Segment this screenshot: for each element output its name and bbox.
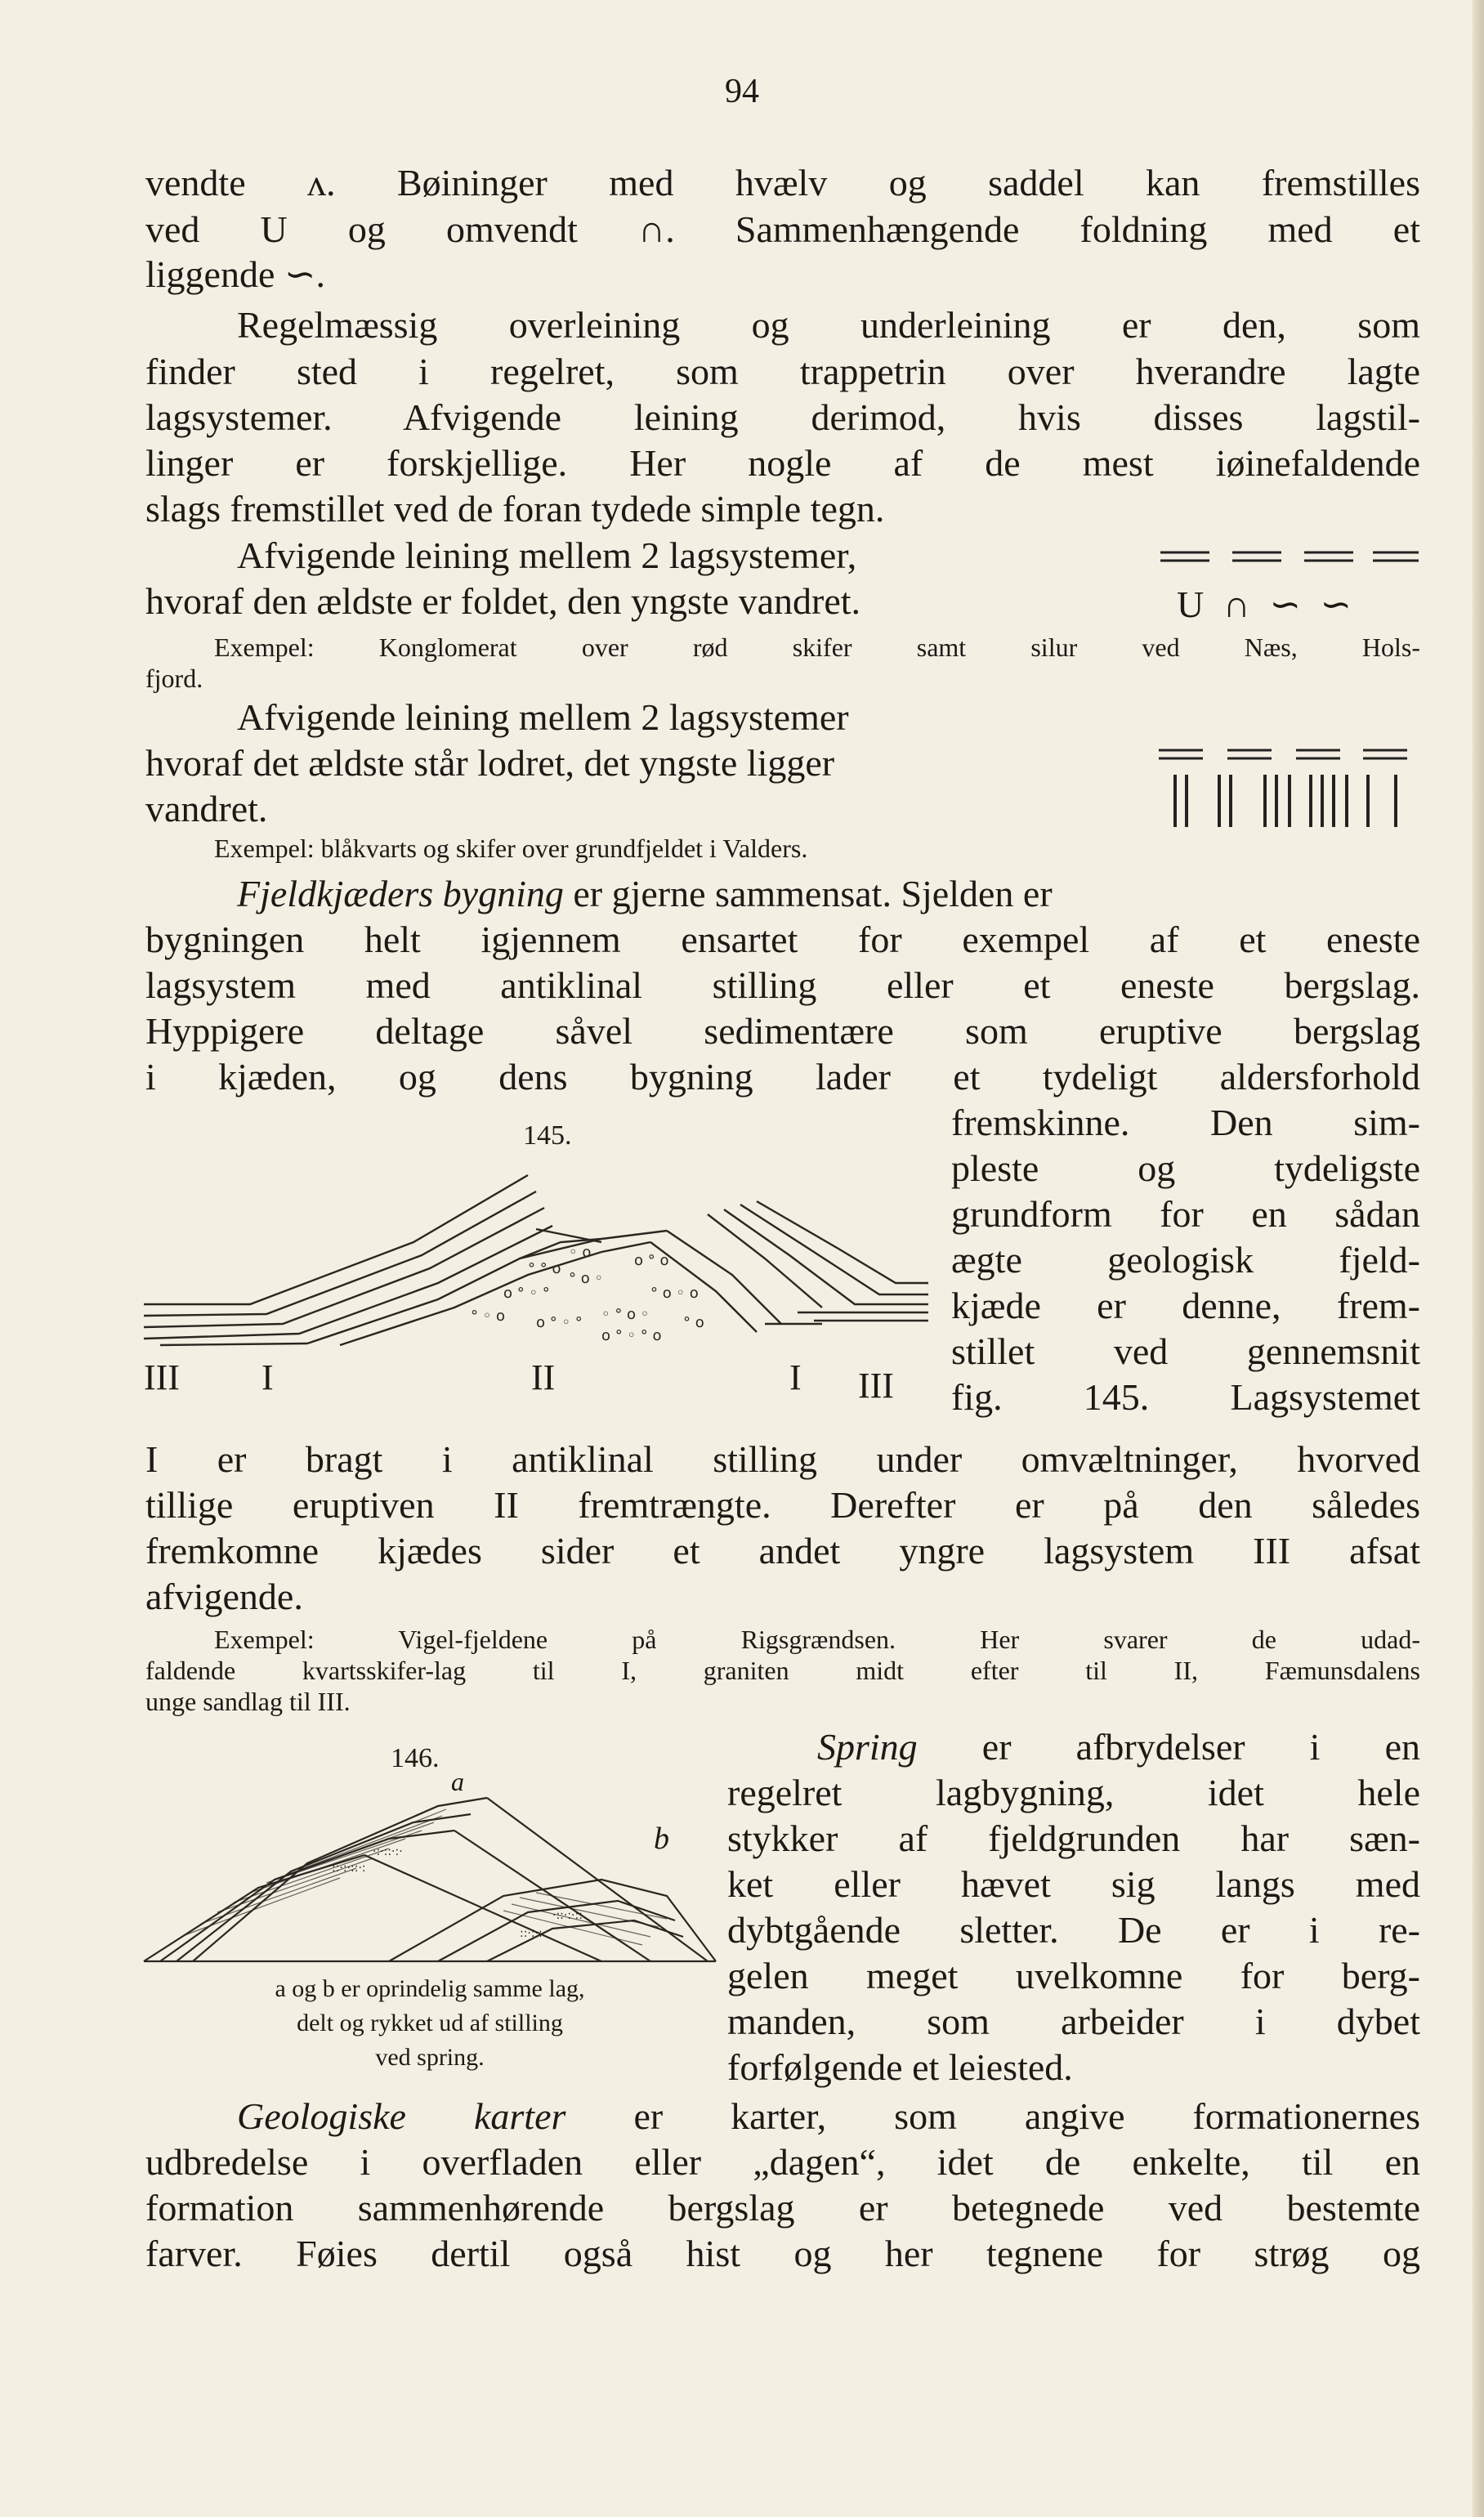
example-line: Exempel: blåkvarts og skifer over grundfjeldet i Valders. [214, 834, 808, 863]
figure-145-label: III [144, 1357, 180, 1397]
text-line: hvoraf det ældste står lodret, det yngste ligger [145, 742, 835, 784]
figure-145-anticline-diagram [144, 1160, 936, 1348]
text-line: I er bragt i antiklinal stilling under omvæltninger, hvorved [145, 1438, 1420, 1480]
svg-text:° ◦ o: ° ◦ o [471, 1308, 506, 1325]
text-line: formation sammenhørende bergslag er betegnede ved bestemte [145, 2187, 1420, 2229]
text-line: bygningen helt igjennem ensartet for exempel af et eneste [145, 919, 1420, 960]
text-line: manden, som arbeider i dybet [727, 2001, 1420, 2042]
text-line: ægte geologisk fjeld- [951, 1239, 1420, 1281]
example-line: faldende kvartsskifer-lag til I, graniten midt efter til II, Fæmunsdalens [145, 1656, 1420, 1685]
svg-text:° ° o: ° ° o [528, 1260, 561, 1277]
svg-text:::·:·::·:: ::·:·::·: [332, 1862, 366, 1875]
example-line: unge sandlag til III. [145, 1687, 351, 1716]
text-line: fremkomne kjædes sider et andet yngre lagsystem III afsat [145, 1530, 1420, 1571]
term-geologiske-karter: Geologiske karter [237, 2095, 566, 2137]
text-line: i kjæden, og dens bygning lader et tydeligt aldersforhold [145, 1056, 1420, 1098]
svg-text:o ° ◦ ° o: o ° ◦ ° o [601, 1327, 662, 1344]
figure-146-caption-line: a og b er oprindelig samme lag, [275, 1975, 585, 2002]
svg-text:o ° o: o ° o [634, 1252, 669, 1269]
figure-146-caption-line: ved spring. [375, 2044, 485, 2071]
page-edge [1473, 0, 1484, 2517]
text-line: Geologiske karter er karter, som angive formationernes [237, 2095, 1421, 2137]
term-fjeldkjaeders-bygning: Fjeldkjæders bygning [237, 873, 564, 914]
text-line: Hyppigere deltage såvel sedimentære som eruptive bergslag [145, 1010, 1420, 1052]
text-line: stillet ved gennemsnit [951, 1330, 1420, 1372]
figure-145-label: I [789, 1357, 802, 1397]
fold-symbols: U ∩ ∽ ∽ [1177, 583, 1357, 625]
svg-text:° o: ° o [683, 1314, 704, 1331]
figure-145-label: II [531, 1357, 556, 1397]
figure-146-caption-line: delt og rykket ud af stilling [297, 2010, 563, 2036]
figure-146-label-b: b [654, 1822, 669, 1856]
text-line: grundform for en sådan [951, 1193, 1420, 1235]
svg-text:·:·::·:·: ·:·::·:· [373, 1845, 403, 1858]
text-line: tillige eruptiven II fremtrængte. Derefter er på den således [145, 1484, 1420, 1526]
text-line: pleste og tydeligste [951, 1147, 1420, 1189]
text-line: ket eller hævet sig langs med [727, 1863, 1420, 1905]
figure-146-number: 146. [391, 1743, 440, 1773]
svg-text:◦ ° o ◦: ◦ ° o ◦ [601, 1306, 650, 1323]
text-line: Fjeldkjæders bygning er gjerne sammensat. Sjelden er [237, 873, 1053, 914]
text-line: lagsystem med antiklinal stilling eller et eneste bergslag. [145, 964, 1420, 1006]
term-spring: Spring [817, 1726, 918, 1768]
text-line: liggende ∽. [145, 253, 325, 295]
svg-text:° o ◦: ° o ◦ [569, 1270, 604, 1287]
text-line: dybtgående sletter. De er i re- [727, 1909, 1420, 1951]
text-line: Regelmæssig overleining og underleining er den, som [237, 304, 1420, 346]
text-line: fig. 145. Lagsystemet [951, 1376, 1420, 1418]
text-line: ved U og omvendt ∩. Sammenhængende foldning med et [145, 208, 1420, 250]
text-line: afvigende. [145, 1576, 303, 1617]
page-number: 94 [725, 73, 759, 110]
text-line: hvoraf den ældste er foldet, den yngste vandret. [145, 580, 861, 622]
svg-text:o ° ◦ °: o ° ◦ ° [503, 1285, 550, 1302]
svg-text:◦ o: ◦ o [569, 1244, 592, 1261]
vertical-strata-symbol [1159, 745, 1420, 835]
text-line: slags fremstillet ved de foran tydede simple tegn. [145, 488, 885, 530]
example-line: Exempel: Konglomerat over rød skifer samt silur ved Næs, Hols- [214, 633, 1420, 662]
text-line: linger er forskjellige. Her nogle af de mest iøinefaldende [145, 442, 1420, 484]
figure-145-label: III [858, 1366, 894, 1406]
text-line: vandret. [145, 788, 268, 829]
text-line: gelen meget uvelkomne for berg- [727, 1955, 1420, 1996]
text-line: regelret lagbygning, idet hele [727, 1772, 1420, 1813]
text-line: udbredelse i overfladen eller „dagen“, idet de enkelte, til en [145, 2141, 1420, 2183]
figure-145-label: I [261, 1357, 274, 1397]
text-line: stykker af fjeldgrunden har sæn- [727, 1817, 1420, 1859]
example-line: fjord. [145, 664, 203, 693]
text-line: Afvigende leining mellem 2 lagsystemer, [237, 534, 857, 576]
text-line: kjæde er denne, frem- [951, 1285, 1420, 1326]
text-line: Spring er afbrydelser i en [817, 1726, 1420, 1768]
text-line: finder sted i regelret, som trappetrin over hverandre lagte [145, 351, 1420, 392]
text-line: vendte ʌ. Bøininger med hvælv og saddel kan fremstilles [145, 162, 1420, 203]
text-line: forfølgende et leiested. [727, 2046, 1073, 2088]
text-line: farver. Føies dertil også hist og her tegnene for strøg og [145, 2233, 1420, 2274]
text-line: lagsystemer. Afvigende leining derimod, hvis disses lagstil- [145, 396, 1420, 438]
figure-146-fault-diagram [144, 1773, 716, 1969]
text-line: Afvigende leining mellem 2 lagsystemer [237, 696, 849, 738]
figure-146-label-a: a [451, 1767, 464, 1796]
svg-text:° o ◦ o: ° o ◦ o [650, 1285, 699, 1302]
example-line: Exempel: Vigel-fjeldene på Rigsgrændsen. Her svarer de udad- [214, 1625, 1420, 1654]
svg-text:o ° ◦ °: o ° ◦ ° [536, 1314, 583, 1331]
svg-text:·::·:·::: ·::·:·:: [552, 1909, 583, 1922]
unconformity-symbol-lines [1160, 546, 1422, 570]
text-line: fremskinne. Den sim- [951, 1102, 1420, 1143]
figure-145-number: 145. [523, 1120, 572, 1151]
svg-text:::·:·:: ::·:·: [520, 1927, 543, 1940]
